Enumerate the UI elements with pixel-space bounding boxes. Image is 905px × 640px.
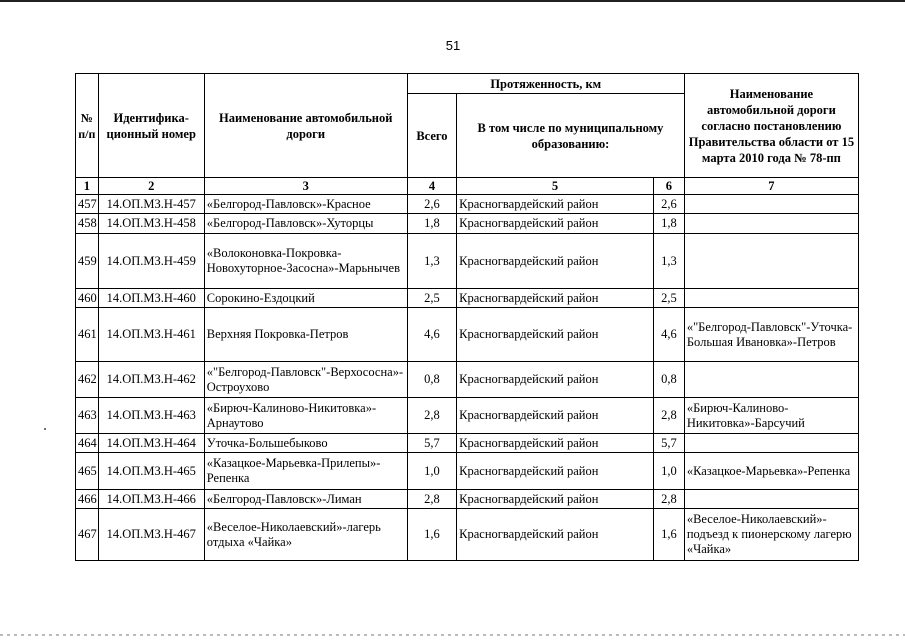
cell-decree-name: [684, 362, 858, 398]
table-row: [76, 398, 859, 434]
cell-number: 458: [76, 214, 99, 234]
cell-road-name: «Белгород-Павловск»-Лиман: [204, 490, 407, 509]
table-row: [76, 509, 859, 561]
column-number: 5: [457, 178, 654, 195]
header-identifier: Идентифика-ционный номер: [98, 74, 204, 178]
table-row: [76, 195, 859, 214]
cell-district-km: 1,6: [653, 509, 684, 561]
table-row: [76, 362, 859, 398]
cell-district: Красногвардейский район: [457, 490, 654, 509]
cell-decree-name: «Казацкое-Марьевка»-Репенка: [684, 453, 858, 490]
column-number: 2: [98, 178, 204, 195]
cell-district: Красногвардейский район: [457, 453, 654, 490]
cell-district: Красногвардейский район: [457, 289, 654, 308]
cell-total: 4,6: [407, 308, 456, 362]
column-number: 3: [204, 178, 407, 195]
table-row: [76, 434, 859, 453]
cell-total: 1,6: [407, 509, 456, 561]
cell-road-name: «"Белгород-Павловск"-Верхососна»-Остроухово: [204, 362, 407, 398]
table-row: [76, 214, 859, 234]
cell-identifier: 14.ОП.МЗ.Н-464: [98, 434, 204, 453]
cell-identifier: 14.ОП.МЗ.Н-465: [98, 453, 204, 490]
cell-identifier: 14.ОП.МЗ.Н-457: [98, 195, 204, 214]
cell-number: 466: [76, 490, 99, 509]
cell-total: 2,8: [407, 490, 456, 509]
header-length-group: Протяженность, км: [407, 74, 684, 94]
cell-identifier: 14.ОП.МЗ.Н-459: [98, 234, 204, 289]
cell-identifier: 14.ОП.МЗ.Н-463: [98, 398, 204, 434]
scan-bottom-edge: [0, 634, 905, 636]
page-number: 51: [445, 38, 461, 53]
cell-district-km: 4,6: [653, 308, 684, 362]
cell-road-name: «Бирюч-Калиново-Никитовка»-Арнаутово: [204, 398, 407, 434]
cell-identifier: 14.ОП.МЗ.Н-466: [98, 490, 204, 509]
cell-district-km: 1,0: [653, 453, 684, 490]
header-decree-name: Наименование автомобильной дороги согласно постановлению Правительства области от 15 марта 2010 года № 78-пп: [684, 74, 858, 178]
cell-total: 0,8: [407, 362, 456, 398]
column-number-row: [76, 178, 859, 195]
cell-identifier: 14.ОП.МЗ.Н-458: [98, 214, 204, 234]
cell-district-km: 2,8: [653, 398, 684, 434]
cell-number: 465: [76, 453, 99, 490]
scan-speck: [44, 428, 46, 430]
cell-identifier: 14.ОП.МЗ.Н-467: [98, 509, 204, 561]
cell-total: 1,8: [407, 214, 456, 234]
cell-road-name: «Веселое-Николаевский»-лагерь отдыха «Чайка»: [204, 509, 407, 561]
cell-road-name: «Волоконовка-Покровка-Новохуторное-Засосна»-Марьнычев: [204, 234, 407, 289]
cell-number: 463: [76, 398, 99, 434]
header-total: Всего: [407, 94, 456, 178]
cell-district: Красногвардейский район: [457, 362, 654, 398]
cell-total: 5,7: [407, 434, 456, 453]
cell-number: 457: [76, 195, 99, 214]
cell-district-km: 1,8: [653, 214, 684, 234]
cell-district-km: 0,8: [653, 362, 684, 398]
cell-number: 467: [76, 509, 99, 561]
cell-decree-name: [684, 289, 858, 308]
cell-decree-name: [684, 214, 858, 234]
cell-district: Красногвардейский район: [457, 398, 654, 434]
cell-road-name: «Казацкое-Марьевка-Прилепы»-Репенка: [204, 453, 407, 490]
cell-number: 464: [76, 434, 99, 453]
cell-district: Красногвардейский район: [457, 509, 654, 561]
cell-road-name: Сорокино-Ездоцкий: [204, 289, 407, 308]
cell-decree-name: «Бирюч-Калиново-Никитовка»-Барсучий: [684, 398, 858, 434]
cell-district: Красногвардейский район: [457, 434, 654, 453]
column-number: 7: [684, 178, 858, 195]
cell-identifier: 14.ОП.МЗ.Н-462: [98, 362, 204, 398]
roads-register-table: [75, 73, 859, 561]
header-including: В том числе по муниципальному образованию:: [457, 94, 685, 178]
column-number: 1: [76, 178, 99, 195]
cell-total: 2,5: [407, 289, 456, 308]
cell-total: 1,0: [407, 453, 456, 490]
cell-district: Красногвардейский район: [457, 214, 654, 234]
cell-road-name: Уточка-Большебыково: [204, 434, 407, 453]
table-row: [76, 289, 859, 308]
cell-district-km: 2,8: [653, 490, 684, 509]
cell-identifier: 14.ОП.МЗ.Н-460: [98, 289, 204, 308]
cell-total: 2,6: [407, 195, 456, 214]
column-number: 4: [407, 178, 456, 195]
table-row: [76, 490, 859, 509]
cell-total: 2,8: [407, 398, 456, 434]
header-number: № п/п: [76, 74, 99, 178]
cell-district-km: 1,3: [653, 234, 684, 289]
table-row: [76, 308, 859, 362]
cell-district: Красногвардейский район: [457, 195, 654, 214]
cell-road-name: «Белгород-Павловск»-Хуторцы: [204, 214, 407, 234]
table-row: [76, 453, 859, 490]
cell-district-km: 5,7: [653, 434, 684, 453]
cell-number: 460: [76, 289, 99, 308]
cell-district: Красногвардейский район: [457, 234, 654, 289]
cell-number: 459: [76, 234, 99, 289]
cell-number: 461: [76, 308, 99, 362]
cell-decree-name: [684, 234, 858, 289]
cell-total: 1,3: [407, 234, 456, 289]
cell-decree-name: [684, 195, 858, 214]
cell-district: Красногвардейский район: [457, 308, 654, 362]
header-road-name: Наименование автомобильной дороги: [204, 74, 407, 178]
table-header-row-1: [76, 74, 859, 94]
cell-decree-name: [684, 434, 858, 453]
cell-decree-name: «Веселое-Николаевский»-подъезд к пионерскому лагерю «Чайка»: [684, 509, 858, 561]
cell-road-name: Верхняя Покровка-Петров: [204, 308, 407, 362]
cell-district-km: 2,6: [653, 195, 684, 214]
cell-decree-name: [684, 490, 858, 509]
table-row: [76, 234, 859, 289]
cell-identifier: 14.ОП.МЗ.Н-461: [98, 308, 204, 362]
cell-decree-name: «"Белгород-Павловск"-Уточка-Большая Ивановка»-Петров: [684, 308, 858, 362]
page-top-border: [0, 0, 905, 2]
cell-district-km: 2,5: [653, 289, 684, 308]
cell-road-name: «Белгород-Павловск»-Красное: [204, 195, 407, 214]
column-number: 6: [653, 178, 684, 195]
cell-number: 462: [76, 362, 99, 398]
